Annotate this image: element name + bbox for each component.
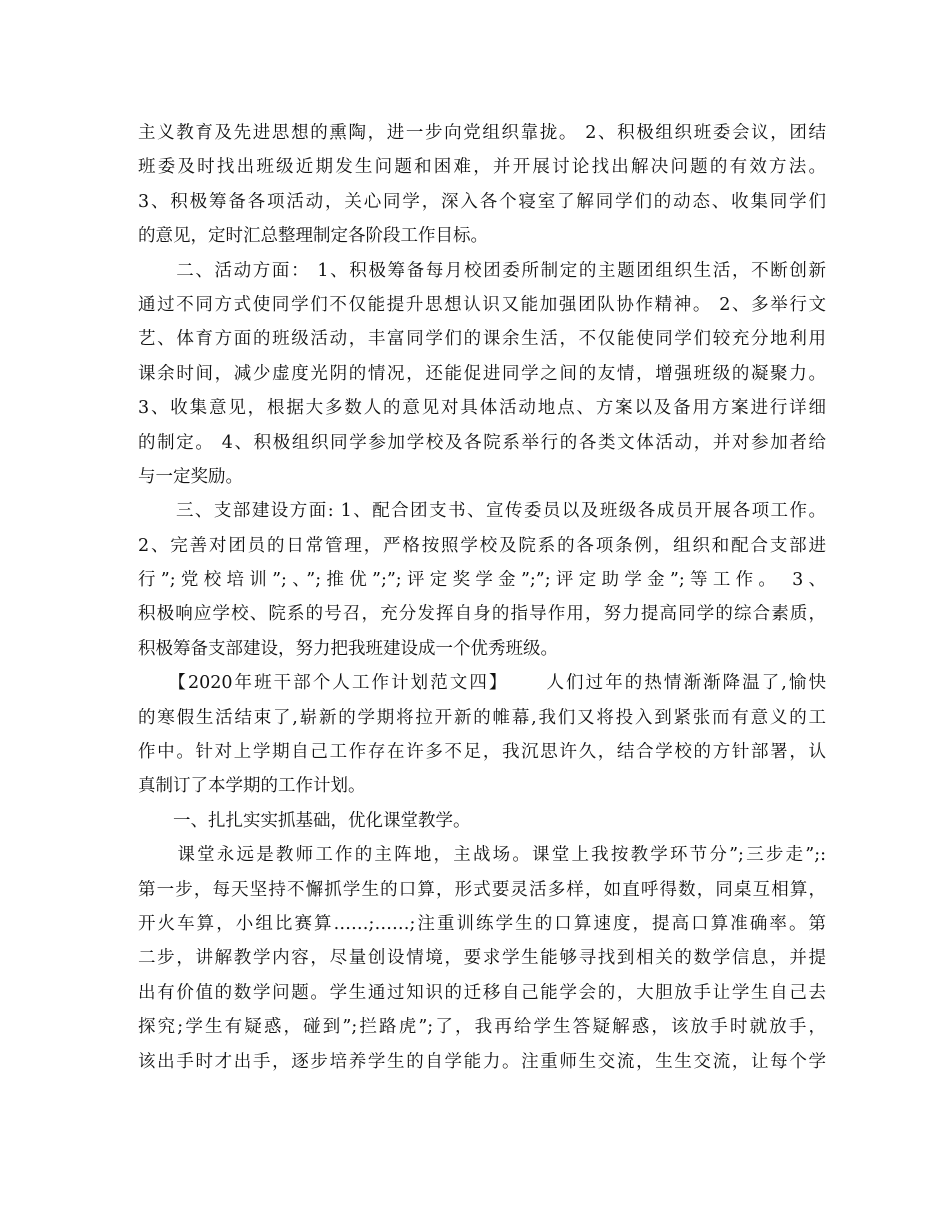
text-line: 积极筹备支部建设，努力把我班建设成一个优秀班级。 xyxy=(138,638,558,659)
text-line: 作中。针对上学期自己工作存在许多不足，我沉思许久，结合学校的方针部署，认 xyxy=(138,742,826,763)
text-line: 三、支部建设方面: 1、配合团支书、宣传委员以及班级各成员开展各项工作。 xyxy=(138,501,826,522)
text-line: 【2020年班干部个人工作计划范文四】 人们过年的热情渐渐降温了,愉快 xyxy=(138,673,826,694)
text-line: 出有价值的数学问题。学生通过知识的迁移自己能学会的，大胆放手让学生自己去 xyxy=(138,982,826,1003)
text-line: 一、扎扎实实抓基础，优化课堂教学。 xyxy=(138,810,471,831)
text-line: 2、完善对团员的日常管理，严格按照学校及院系的各项条例，组织和配合支部进 xyxy=(138,535,826,556)
text-line: 开火车算，小组比赛算……;……;注重训练学生的口算速度，提高口算准确率。第 xyxy=(138,913,826,934)
text-line: 第一步，每天坚持不懈抓学生的口算，形式要灵活多样，如直呼得数，同桌互相算， xyxy=(138,879,826,900)
text-line: 主义教育及先进思想的熏陶，进一步向党组织靠拢。 2、积极组织班委会议，团结 xyxy=(138,123,826,143)
text-line: 的意见，定时汇总整理制定各阶段工作目标。 xyxy=(138,226,488,247)
text-line: 课余时间，减少虚度光阴的情况，还能促进同学之间的友情，增强班级的凝聚力。 xyxy=(138,363,826,384)
text-line: 行”;党校培训”;、”;推优”;”;评定奖学金”;”;评定助学金”;等工作。 3、 xyxy=(138,570,826,591)
text-line: 3、收集意见，根据大多数人的意见对具体活动地点、方案以及备用方案进行详细 xyxy=(138,398,826,419)
text-line: 二、活动方面： 1、积极筹备每月校团委所制定的主题团组织生活，不断创新 xyxy=(138,260,826,281)
text-line: 二步，讲解教学内容，尽量创设情境，要求学生能够寻找到相关的数学信息，并提 xyxy=(138,948,826,969)
text-line: 3、积极筹备各项活动，关心同学，深入各个寝室了解同学们的动态、收集同学们 xyxy=(138,191,826,212)
text-line: 真制订了本学期的工作计划。 xyxy=(138,776,366,797)
text-line: 积极响应学校、院系的号召，充分发挥自身的指导作用，努力提高同学的综合素质， xyxy=(138,604,826,625)
text-line: 探究;学生有疑惑，碰到”;拦路虎”;了，我再给学生答疑解惑，该放手时就放手， xyxy=(138,1017,826,1038)
text-line: 课堂永远是教师工作的主阵地，主战场。课堂上我按教学环节分”;三步走”;: xyxy=(138,845,826,866)
document-body xyxy=(138,116,826,1079)
text-line: 的寒假生活结束了,崭新的学期将拉开新的帷幕,我们又将投入到紧张而有意义的工 xyxy=(138,707,826,728)
text-line: 通过不同方式使同学们不仅能提升思想认识又能加强团队协作精神。 2、多举行文 xyxy=(138,294,826,315)
text-line: 的制定。 4、积极组织同学参加学校及各院系举行的各类文体活动，并对参加者给 xyxy=(138,432,826,453)
text-line: 艺、体育方面的班级活动，丰富同学们的课余生活，不仅能使同学们较充分地利用 xyxy=(138,329,826,350)
text-line: 与一定奖励。 xyxy=(138,466,243,487)
text-line: 该出手时才出手，逐步培养学生的自学能力。注重师生交流，生生交流，让每个学 xyxy=(138,1051,826,1072)
text-line: 班委及时找出班级近期发生问题和困难，并开展讨论找出解决问题的有效方法。 xyxy=(138,157,826,178)
